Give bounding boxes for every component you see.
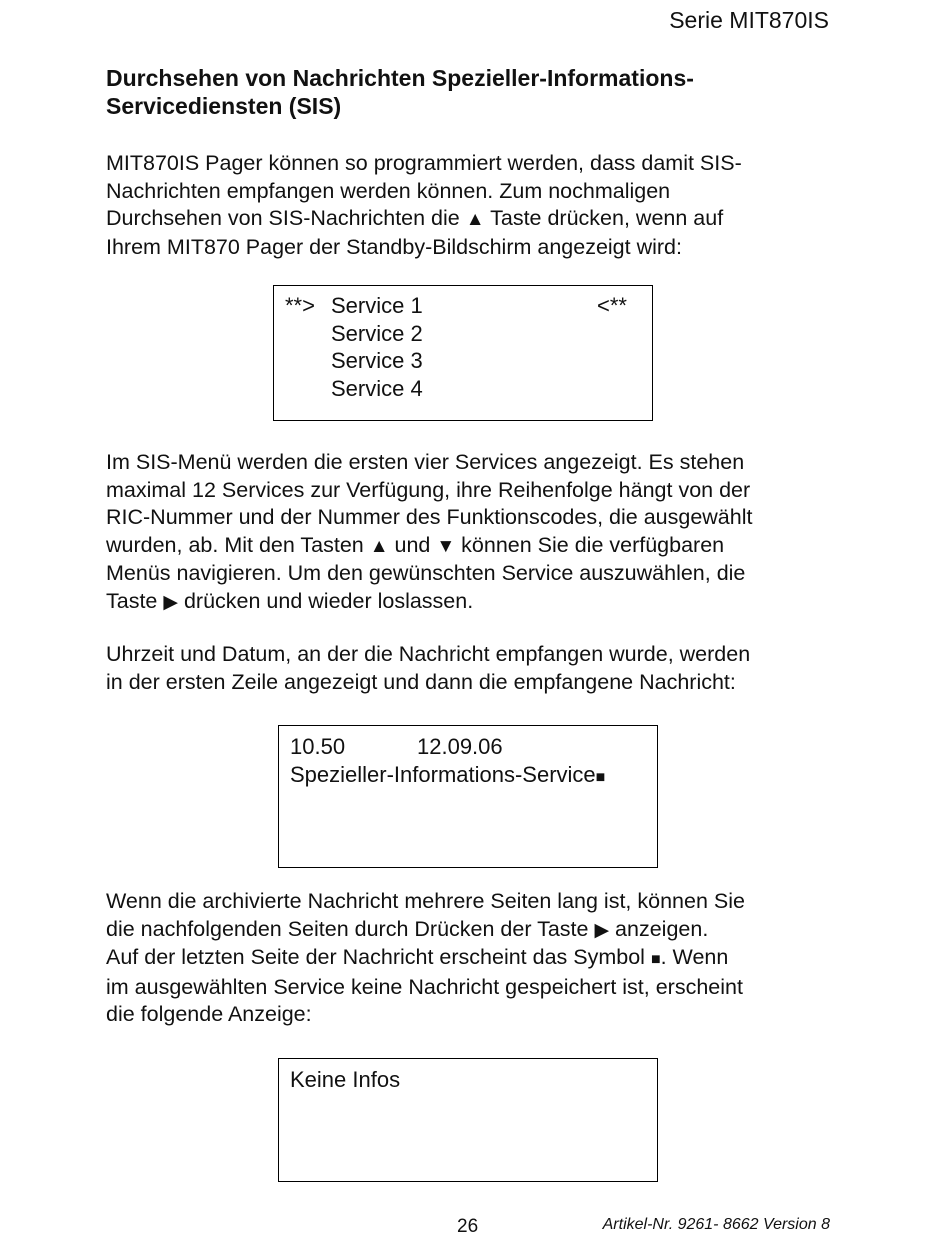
intro-line-2: Nachrichten empfangen werden können. Zum nochmaligen [106,178,671,203]
menu-line-4a: wurden, ab. Mit den Tasten [106,532,370,557]
menu-item-service-1: Service 1 [331,293,423,318]
section-title-line2: Servicediensten (SIS) [106,93,342,119]
archive-line-2b: anzeigen. [609,916,709,941]
intro-paragraph [106,150,841,261]
no-info-display [278,1058,658,1182]
menu-line-6a: Taste [106,588,164,613]
menu-line-6b: drücken und wieder loslassen. [178,588,474,613]
selection-marker-right: <** [597,293,627,318]
menu-row-2 [274,320,652,347]
menu-item-service-2: Service 2 [331,320,423,346]
message-date: 12.09.06 [417,734,503,759]
menu-line-5: Menüs navigieren. Um den gewünschten Service auszuwählen, die [106,561,746,585]
section-title-line1: Durchsehen von Nachrichten Spezieller-Informations- [106,65,694,91]
menu-row-1 [274,292,652,319]
down-arrow-icon: ▼ [436,535,456,557]
archive-line-4: im ausgewählten Service keine Nachricht gespeichert ist, erscheint [106,974,743,999]
right-arrow-icon: ▶ [594,919,610,941]
archive-line-5: die folgende Anzeige: [106,1002,312,1026]
up-arrow-icon: ▲ [465,209,485,230]
section-title [106,64,826,120]
menu-row-3 [274,347,652,374]
intro-line-1: MIT870IS Pager können so programmiert werden, dass damit SIS- [106,151,742,175]
intro-line-3a: Durchsehen von SIS-Nachrichten die [106,206,466,230]
menu-line-4b: und [388,532,437,557]
up-arrow-icon: ▲ [369,535,389,557]
sis-menu-display [273,285,653,421]
message-display [278,725,658,868]
menu-line-4c: können Sie die verfügbaren [455,532,725,557]
message-body: Spezieller-Informations-Service [290,762,596,787]
time-date-paragraph [106,641,841,696]
intro-line-4: Ihrem MIT870 Pager der Standby-Bildschirm angezeigt wird: [106,234,682,259]
menu-item-service-3: Service 3 [331,348,423,373]
menu-line-1: Im SIS-Menü werden die ersten vier Services angezeigt. Es stehen [106,450,745,474]
menu-line-2: maximal 12 Services zur Verfügung, ihre Reihenfolge hängt von der [106,477,751,502]
menu-row-4 [274,375,652,402]
end-of-message-icon: ■ [650,951,661,968]
menu-paragraph [106,449,841,616]
archive-paragraph [106,888,841,1029]
right-arrow-icon: ▶ [163,591,178,613]
page-number: 26 [457,1216,479,1237]
menu-line-3: RIC-Nummer und der Nummer des Funktionscodes, die ausgewählt [106,505,753,529]
no-info-message: Keine Infos [290,1067,401,1092]
series-header: Serie MIT870IS [669,7,829,33]
archive-line-2a: die nachfolgenden Seiten durch Drücken der Taste [106,916,595,941]
time-date-line-1: Uhrzeit und Datum, an der die Nachricht empfangen wurde, werden [106,642,751,666]
article-number: Artikel-Nr. 9261- 8662 Version 8 [602,1216,830,1233]
end-of-message-icon: ■ [595,769,606,786]
message-text [290,761,605,792]
intro-line-3b: Taste drücken, wenn auf [484,206,724,230]
menu-item-service-4: Service 4 [331,375,423,401]
archive-line-3a: Auf der letzten Seite der Nachricht erscheint das Symbol [106,945,651,969]
time-date-line-2: in der ersten Zeile angezeigt und dann die empfangene Nachricht: [106,669,736,694]
archive-line-1: Wenn die archivierte Nachricht mehrere Seiten lang ist, können Sie [106,889,745,913]
message-time: 10.50 [290,734,346,759]
selection-marker-left: **> [285,293,315,318]
archive-line-3b: . Wenn [660,945,729,969]
